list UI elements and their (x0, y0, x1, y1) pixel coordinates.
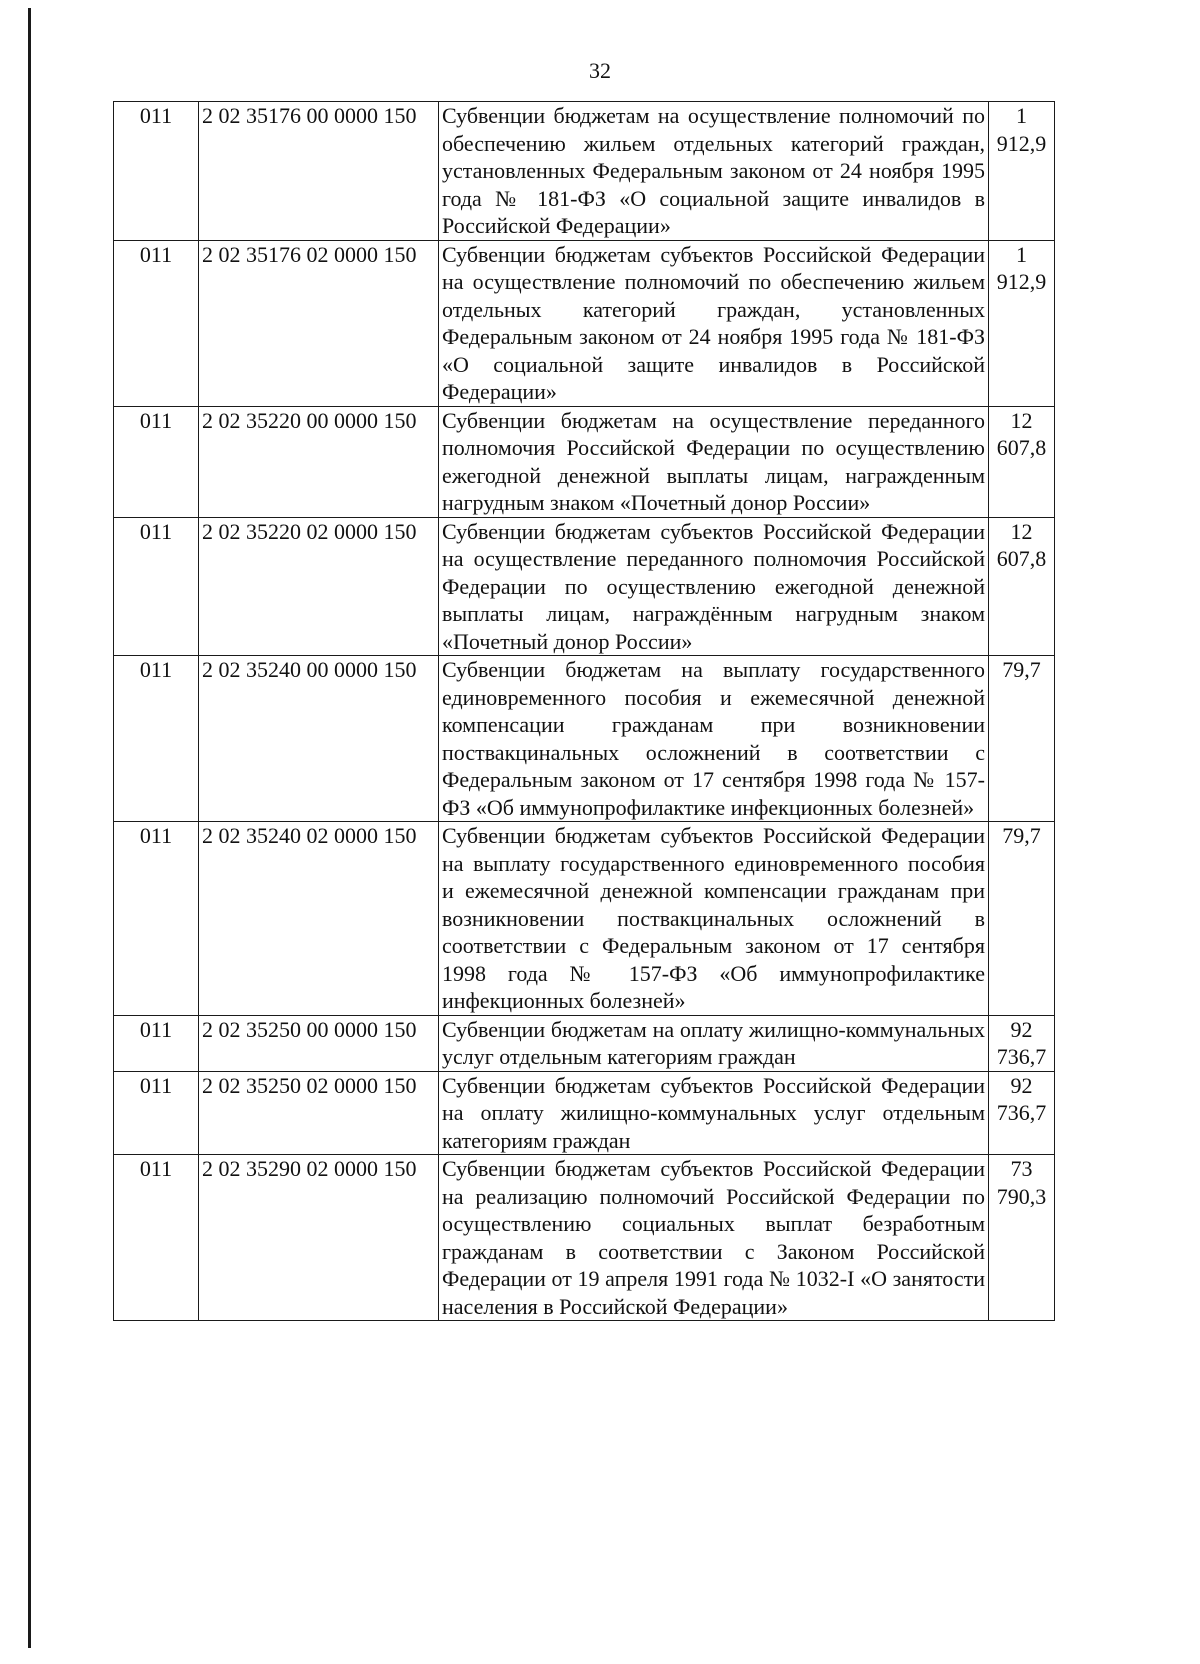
revenue-name-cell: Субвенции бюджетам на оплату жилищно-коммунальных услуг отдельным категориям граждан (439, 1015, 989, 1071)
revenue-name-cell: Субвенции бюджетам субъектов Российской Федерации на осуществление переданного полномочия Российской Федерации по осуществлению ежегодной денежной выплаты лицам, награждённым нагрудным знаком «Почетный донор России» (439, 517, 989, 656)
amount-cell: 1 912,9 (989, 240, 1055, 406)
revenue-name-cell: Субвенции бюджетам на выплату государственного единовременного пособия и ежемесячной денежной компенсации гражданам при возникновении поствакцинальных осложнений в соответствии с Федеральным законом от 17 сентября 1998 года № 157-ФЗ «Об иммунопрофилактике инфекционных болезней» (439, 656, 989, 822)
revenue-name-cell: Субвенции бюджетам субъектов Российской Федерации на выплату государственного единовременного пособия и ежемесячной денежной компенсации гражданам при возникновении поствакцинальных осложнений в соответствии с Федеральным законом от 17 сентября 1998 года № 157-ФЗ «Об иммунопрофилактике инфекционных болезней» (439, 822, 989, 1016)
table-row (114, 1155, 1055, 1321)
amount-cell: 73 790,3 (989, 1155, 1055, 1321)
table-row (114, 517, 1055, 656)
table-row (114, 822, 1055, 1016)
admin-code-cell: 011 (114, 1155, 199, 1321)
budget-code-cell: 2 02 35250 00 0000 150 (199, 1015, 439, 1071)
revenue-name-cell: Субвенции бюджетам субъектов Российской Федерации на оплату жилищно-коммунальных услуг отдельным категориям граждан (439, 1071, 989, 1155)
budget-code-cell: 2 02 35220 02 0000 150 (199, 517, 439, 656)
budget-code-cell: 2 02 35240 00 0000 150 (199, 656, 439, 822)
table-row (114, 1015, 1055, 1071)
table-row (114, 406, 1055, 517)
admin-code-cell: 011 (114, 822, 199, 1016)
budget-table-body (114, 102, 1055, 1321)
amount-cell: 92 736,7 (989, 1015, 1055, 1071)
amount-cell: 1 912,9 (989, 102, 1055, 241)
amount-cell: 79,7 (989, 656, 1055, 822)
page-number: 32 (589, 58, 611, 83)
revenue-name-cell: Субвенции бюджетам на осуществление переданного полномочия Российской Федерации по осуществлению ежегодной денежной выплаты лицам, награжденным нагрудным знаком «Почетный донор России» (439, 406, 989, 517)
revenue-name-cell: Субвенции бюджетам субъектов Российской Федерации на реализацию полномочий Российской Федерации по осуществлению социальных выплат безработным гражданам в соответствии с Законом Российской Федерации от 19 апреля 1991 года № 1032-I «О занятости населения в Российской Федерации» (439, 1155, 989, 1321)
revenue-name-cell: Субвенции бюджетам на осуществление полномочий по обеспечению жильем отдельных категорий граждан, установленных Федеральным законом от 24 ноября 1995 года № 181-ФЗ «О социальной защите инвалидов в Российской Федерации» (439, 102, 989, 241)
revenue-name-cell: Субвенции бюджетам субъектов Российской Федерации на осуществление полномочий по обеспечению жильем отдельных категорий граждан, установленных Федеральным законом от 24 ноября 1995 года № 181-ФЗ «О социальной защите инвалидов в Российской Федерации» (439, 240, 989, 406)
admin-code-cell: 011 (114, 240, 199, 406)
admin-code-cell: 011 (114, 102, 199, 241)
admin-code-cell: 011 (114, 656, 199, 822)
table-row (114, 1071, 1055, 1155)
budget-code-cell: 2 02 35220 00 0000 150 (199, 406, 439, 517)
amount-cell: 12 607,8 (989, 406, 1055, 517)
table-row (114, 656, 1055, 822)
admin-code-cell: 011 (114, 1015, 199, 1071)
admin-code-cell: 011 (114, 1071, 199, 1155)
amount-cell: 12 607,8 (989, 517, 1055, 656)
budget-code-cell: 2 02 35250 02 0000 150 (199, 1071, 439, 1155)
budget-code-cell: 2 02 35240 02 0000 150 (199, 822, 439, 1016)
budget-table (113, 101, 1055, 1321)
budget-code-cell: 2 02 35290 02 0000 150 (199, 1155, 439, 1321)
admin-code-cell: 011 (114, 406, 199, 517)
amount-cell: 92 736,7 (989, 1071, 1055, 1155)
budget-code-cell: 2 02 35176 02 0000 150 (199, 240, 439, 406)
budget-code-cell: 2 02 35176 00 0000 150 (199, 102, 439, 241)
amount-cell: 79,7 (989, 822, 1055, 1016)
table-row (114, 102, 1055, 241)
table-row (114, 240, 1055, 406)
margin-rule (28, 8, 31, 1648)
admin-code-cell: 011 (114, 517, 199, 656)
